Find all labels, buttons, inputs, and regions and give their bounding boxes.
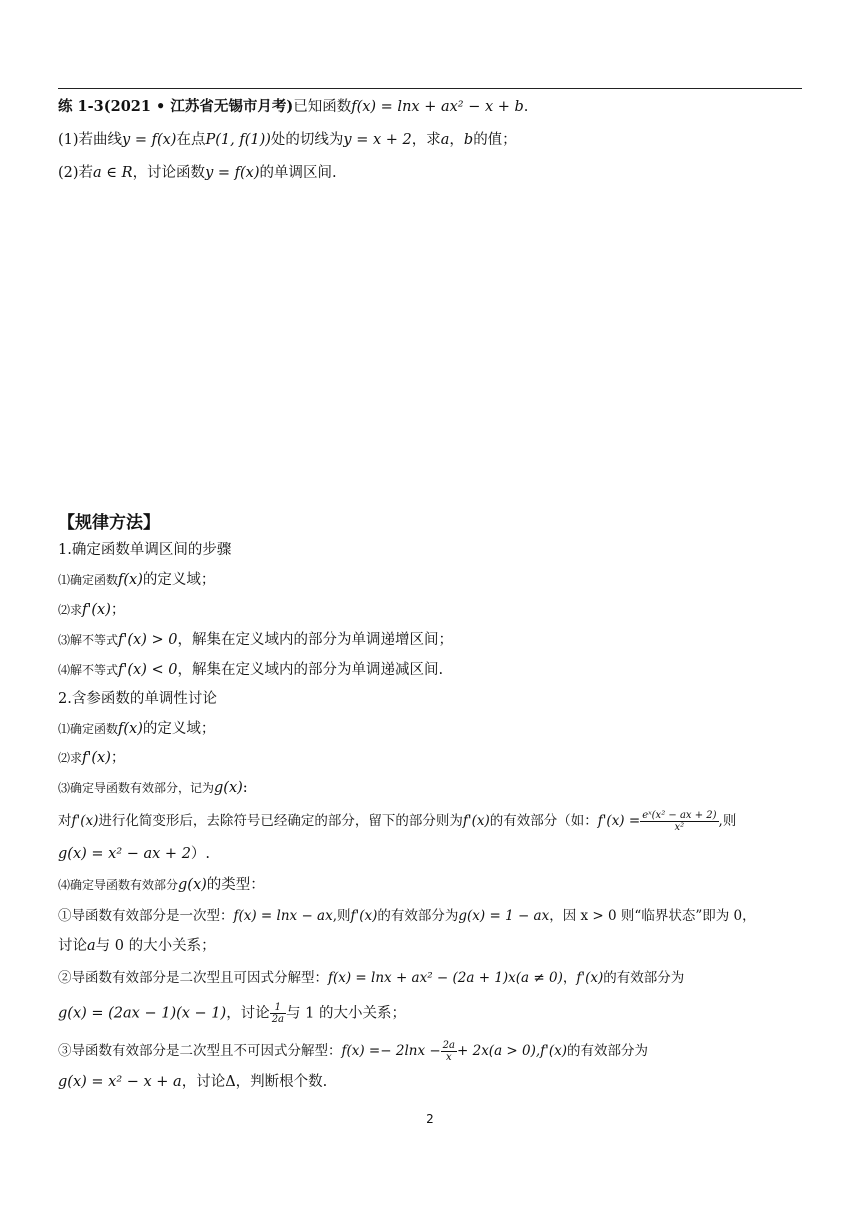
text: 与 0 的大小关系； [95, 938, 216, 954]
math: y = x + 2 [343, 132, 412, 148]
step-2-2 [58, 748, 125, 768]
math: f(x) = lnx − ax [233, 908, 333, 924]
text: 与 1 的大小关系； [286, 1005, 406, 1022]
math: g(x) [178, 877, 207, 893]
text: ； [110, 750, 126, 766]
fraction [441, 1040, 457, 1063]
top-divider [58, 88, 802, 89]
step-2-1 [58, 719, 215, 739]
text: 的有效部分（如： [489, 813, 598, 829]
math: y = f(x) [205, 165, 260, 181]
fraction-denominator: x [446, 1052, 452, 1063]
step-1-2 [58, 600, 125, 620]
text: ，讨论Δ，判断根个数. [181, 1074, 328, 1090]
text: ； [110, 602, 126, 618]
text: ①导函数有效部分是一次型： [58, 908, 234, 924]
math: y = f(x) [122, 132, 177, 148]
section-heading: 【规律方法】 [58, 513, 160, 533]
text: ,则 [332, 908, 351, 924]
text: 进行化简变形后，去除符号已经确定的部分，留下的部分则为 [98, 813, 463, 829]
math: f'(x) [540, 1043, 568, 1059]
step-2-3 [58, 778, 248, 798]
text: ⑶确定导函数有效部分，记为 [58, 781, 215, 795]
math: g(x) = x² − ax + 2 [58, 846, 191, 862]
step-title-1: 1.确定函数单调区间的步骤 [58, 542, 232, 558]
text: 的定义域； [142, 721, 216, 737]
text: (1)若曲线 [58, 132, 123, 148]
math: f'(x) [576, 970, 604, 986]
text: ，求 [411, 132, 441, 148]
text: ⑵求 [58, 603, 83, 617]
text: 讨论 [58, 938, 87, 954]
text: ，讨论函数 [132, 165, 206, 181]
text: ）. [190, 846, 211, 862]
problem-intro: 已知函数 [293, 99, 352, 115]
text: ②导函数有效部分是二次型且可因式分解型： [58, 970, 328, 986]
math: a [440, 132, 450, 148]
fraction-numerator: 1 [270, 1002, 286, 1014]
case-1-line-1 [58, 906, 756, 926]
step-1-1 [58, 570, 215, 590]
text: ⑶解不等式 [58, 633, 119, 647]
text: ⑴确定函数 [58, 722, 119, 736]
math: a ∈ R [93, 165, 133, 181]
math: g(x) = (2ax − 1)(x − 1) [58, 1005, 227, 1022]
step-title-2: 2.含参函数的单调性讨论 [58, 691, 217, 707]
case-2-line-1 [58, 968, 684, 988]
math: f'(x) = [597, 813, 641, 829]
text: ⑴确定函数 [58, 573, 119, 587]
text: 在点 [176, 132, 206, 148]
math: a [87, 938, 96, 954]
fraction-numerator: eˣ(x² − ax + 2) [642, 810, 717, 821]
page-number: 2 [426, 1112, 434, 1126]
text: 的值； [473, 132, 517, 148]
math: g(x) [214, 780, 243, 796]
text: ,则 [718, 813, 737, 829]
fraction [270, 1002, 286, 1025]
text: ， [449, 132, 464, 148]
math: f'(x) [71, 813, 99, 829]
case-3-line-2 [58, 1072, 327, 1092]
text: ⑷确定导函数有效部分 [58, 878, 179, 892]
text: ，解集在定义域内的部分为单调递减区间. [177, 662, 444, 678]
problem-function: f(x) = lnx + ax² − x + b [351, 99, 524, 115]
text: ⑷解不等式 [58, 663, 119, 677]
fraction-numerator: 2a [442, 1040, 455, 1051]
text: ⑵求 [58, 751, 83, 765]
case-1-line-2 [58, 936, 216, 956]
case-3-line-1 [58, 1040, 648, 1063]
problem-title-line: 练 1-3(2021 • 江苏省无锡市月考)已知函数f(x) = lnx + ax² − x + b. [58, 98, 529, 115]
explanation-line-2 [58, 844, 210, 864]
text: 的有效部分为 [377, 908, 459, 924]
math: f'(x) [82, 750, 111, 766]
math: b [463, 132, 474, 148]
text: 的单调区间. [259, 165, 337, 181]
text: 的定义域； [142, 572, 216, 588]
math: + 2x(a > 0), [457, 1043, 541, 1059]
text: ，解集在定义域内的部分为单调递增区间； [177, 632, 453, 648]
problem-part-1 [58, 130, 517, 150]
text: 的有效部分为 [567, 1043, 649, 1059]
text: 处的切线为 [270, 132, 344, 148]
fraction-denominator: x² [674, 822, 685, 833]
problem-part-2 [58, 163, 337, 183]
math: f'(x) [350, 908, 378, 924]
fraction [640, 810, 718, 833]
math: f'(x) < 0 [118, 662, 178, 678]
problem-label: 练 1-3 [58, 98, 104, 115]
step-1-3 [58, 630, 453, 650]
math: f(x) [118, 572, 143, 588]
text: ，因 x > 0 则“临界状态”即为 0， [549, 908, 756, 924]
text: ， [562, 970, 577, 986]
math: f'(x) [462, 813, 490, 829]
text: : [242, 780, 248, 796]
math: f'(x) > 0 [118, 632, 178, 648]
text: 对 [58, 813, 72, 829]
math: f(x) [118, 721, 143, 737]
explanation-line-1 [58, 810, 736, 833]
text: 的有效部分为 [603, 970, 685, 986]
math: f'(x) [82, 602, 111, 618]
math: g(x) = 1 − ax [458, 908, 550, 924]
math: f(x) = lnx + ax² − (2a + 1)x(a ≠ 0) [328, 970, 563, 986]
text: ，讨论 [226, 1005, 270, 1022]
math: P(1, f(1)) [205, 132, 271, 148]
step-2-4 [58, 875, 265, 895]
math: f(x) =− 2lnx − [341, 1043, 441, 1059]
text: 的类型： [206, 877, 265, 893]
fraction-denominator: 2a [271, 1014, 285, 1025]
case-2-line-2 [58, 1002, 406, 1025]
problem-source: (2021 • 江苏省无锡市月考) [103, 98, 294, 115]
step-1-4 [58, 660, 443, 680]
text: ③导函数有效部分是二次型且不可因式分解型： [58, 1043, 342, 1059]
math: g(x) = x² − x + a [58, 1074, 182, 1090]
text: (2)若 [58, 165, 94, 181]
